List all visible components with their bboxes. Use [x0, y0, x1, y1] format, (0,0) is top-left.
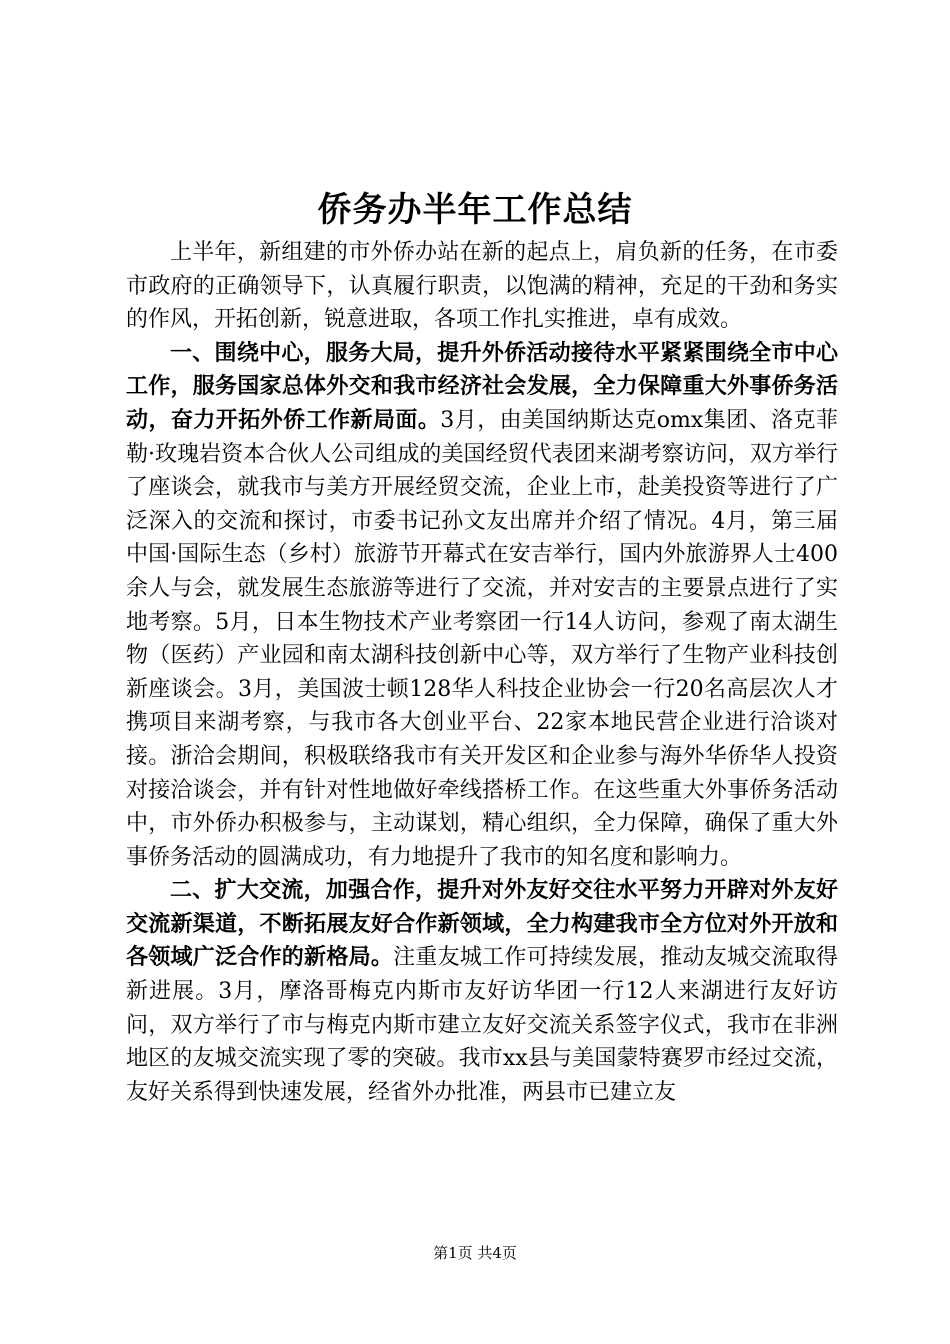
section-one-heading: 一、围绕中心，服务大局，提升外侨活动接待水平紧紧围绕全市中心工作，服务国家总体外交和我市经济社会发展，全力保障重大外事侨务活动，奋力开拓外侨工作新局面。: [126, 339, 838, 433]
section-two-heading: 二、扩大交流，加强合作，提升对外友好交往水平努力开辟对外友好交流新渠道，不断拓展友好合作新领域，全力构建我市全方位对外开放和各领域广泛合作的新格局。: [126, 877, 838, 971]
paragraph-section-one: [126, 337, 838, 875]
document-title: 侨务办半年工作总结: [317, 190, 633, 230]
paragraph-intro-text: 上半年，新组建的市外侨办站在新的起点上，肩负新的任务，在市委市政府的正确领导下，认真履行职责，以饱满的精神，充足的干劲和务实的作风，开拓创新，锐意进取，各项工作扎实推进，卓有成效。: [126, 240, 838, 333]
section-one-text: 3月，由美国纳斯达克omx集团、洛克菲勒·玫瑰岩资本合伙人公司组成的美国经贸代表团来湖考察访问，双方举行了座谈会，就我市与美方开展经贸交流，企业上市，赴美投资等进行了广泛深入的交流和探讨，市委书记孙文友出席并介绍了情况。4月，第三届中国·国际生态（乡村）旅游节开幕式在安吉举行，国内外旅游界人士400余人与会，就发展生态旅游等进行了交流，并对安吉的主要景点进行了实地考察。5月，日本生物技术产业考察团一行14人访问，参观了南太湖生物（医药）产业园和南太湖科技创新中心等，双方举行了生物产业科技创新座谈会。3月，美国波士顿128华人科技企业协会一行20名高层次人才携项目来湖考察，与我市各大创业平台、22家本地民营企业进行洽谈对接。浙洽会期间，积极联络我市有关开发区和企业参与海外华侨华人投资对接洽谈会，并有针对性地做好牵线搭桥工作。在这些重大外事侨务活动中，市外侨办积极参与，主动谋划，精心组织，全力保障，确保了重大外事侨务活动的圆满成功，有力地提升了我市的知名度和影响力。: [126, 407, 838, 870]
paragraph-intro: [126, 236, 838, 337]
paragraph-section-two: [126, 874, 838, 1109]
page-footer: 第1页 共4页: [433, 1244, 517, 1262]
section-two-text: 注重友城工作可持续发展，推动友城交流取得新进展。3月，摩洛哥梅克内斯市友好访华团一行12人来湖进行友好访问，双方举行了市与梅克内斯市建立友好交流关系签字仪式，我市在非洲地区的友城交流实现了零的突破。我市xx县与美国蒙特赛罗市经过交流，友好关系得到快速发展，经省外办批准，两县市已建立友: [126, 945, 838, 1105]
document-body: [126, 236, 838, 1109]
